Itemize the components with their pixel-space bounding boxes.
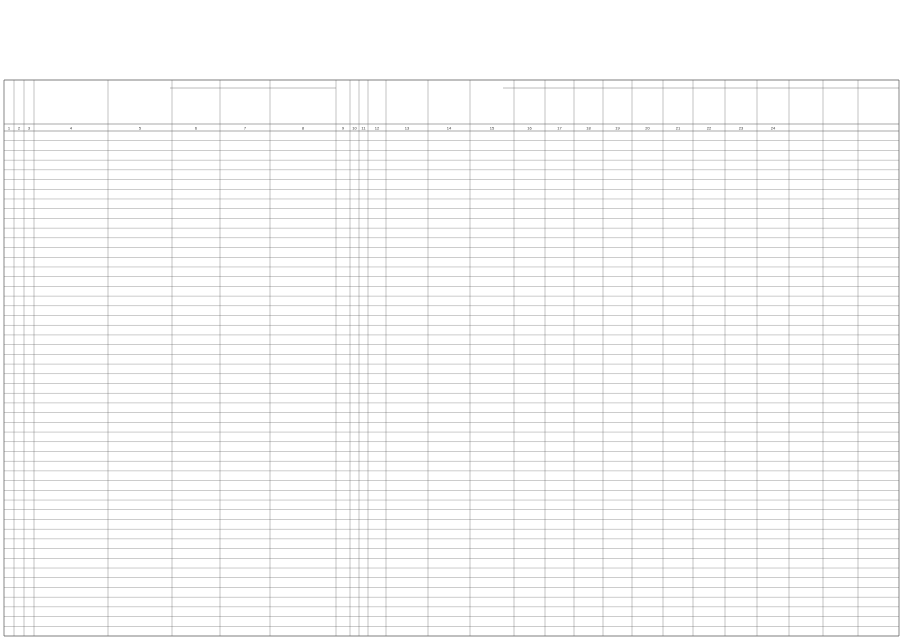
column-number: 9 [341, 125, 345, 131]
column-number: 24 [770, 125, 776, 131]
column-number: 23 [738, 125, 744, 131]
column-number: 17 [557, 125, 562, 131]
column-number: 8 [301, 125, 305, 131]
column-number: 2 [17, 125, 21, 131]
column-number: 3 [27, 125, 31, 131]
column-number: 4 [69, 125, 73, 131]
column-number: 13 [404, 125, 410, 131]
column-number: 12 [374, 125, 380, 131]
column-number: 18 [586, 125, 591, 131]
column-number: 5 [138, 125, 142, 131]
column-number: 14 [446, 125, 452, 131]
column-number: 11 [361, 125, 366, 131]
column-number: 10 [352, 125, 357, 131]
column-number: 21 [675, 125, 681, 131]
column-number: 19 [615, 125, 620, 131]
column-number: 15 [489, 125, 495, 131]
column-number: 16 [527, 125, 532, 131]
column-number: 7 [243, 125, 247, 131]
column-number: 6 [194, 125, 198, 131]
column-number: 20 [645, 125, 650, 131]
column-number: 22 [706, 125, 712, 131]
column-number: 1 [7, 125, 11, 131]
